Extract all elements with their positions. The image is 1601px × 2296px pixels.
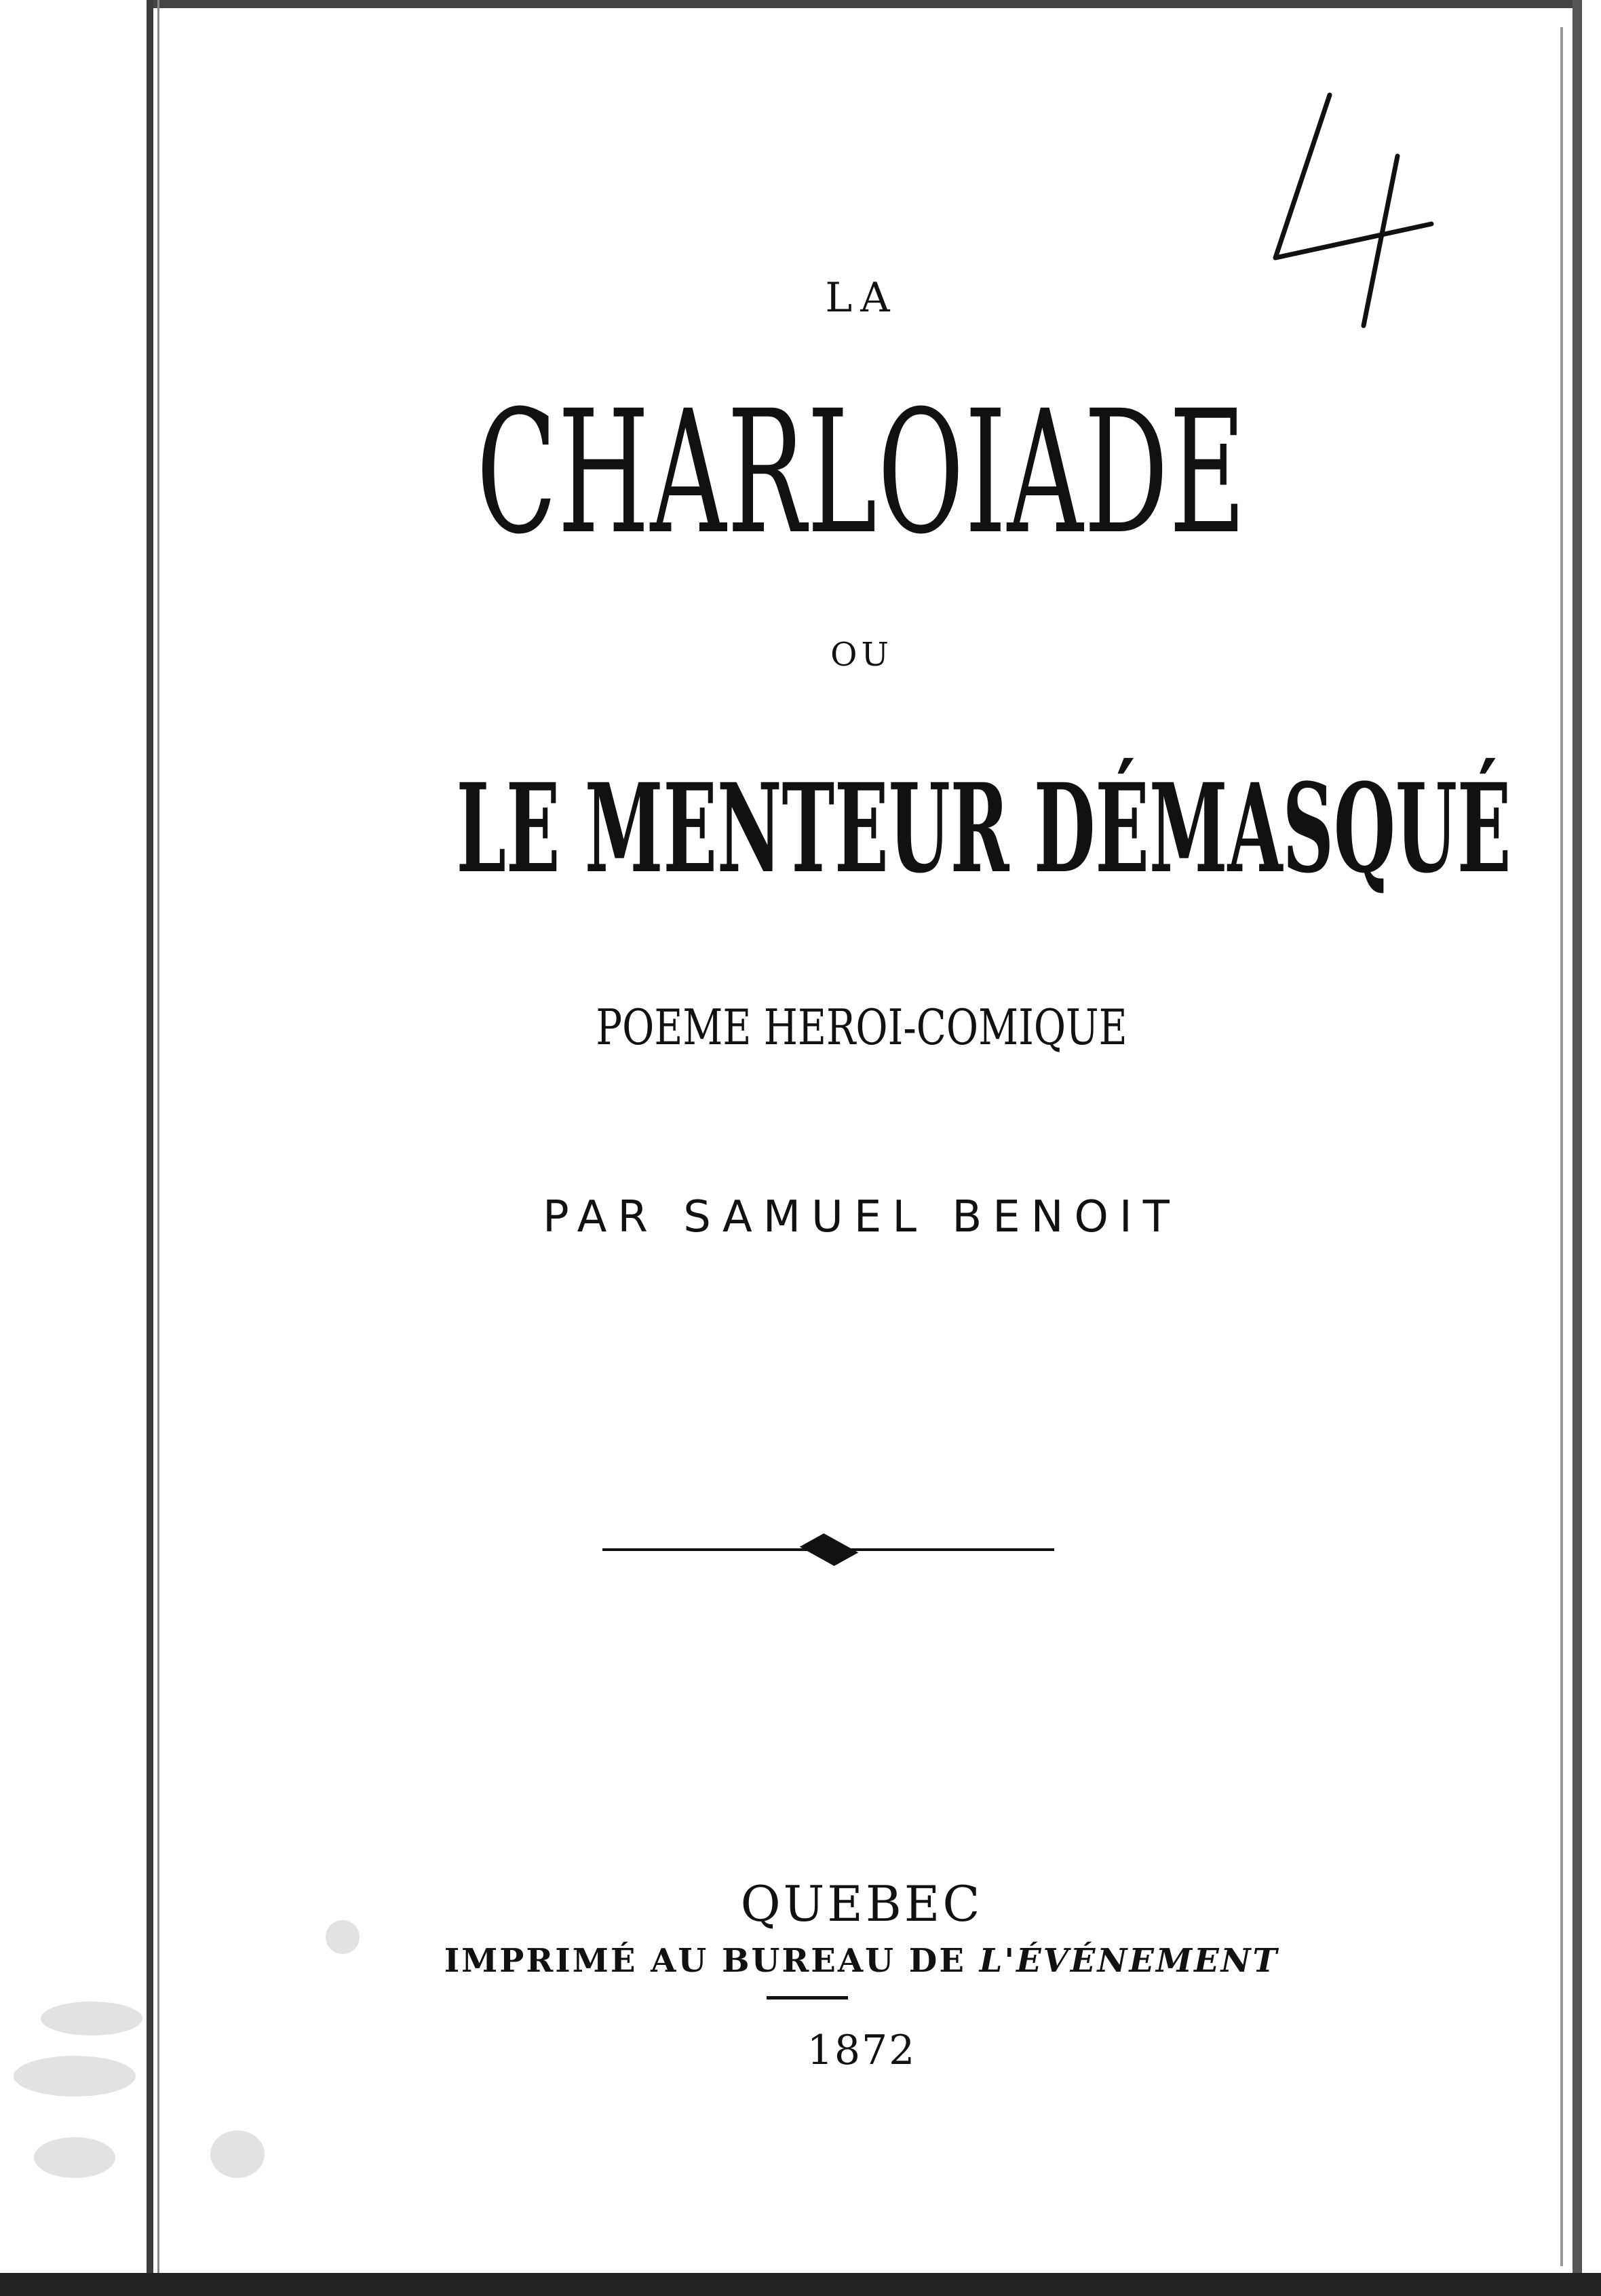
handwritten-number-4: [1262, 81, 1438, 339]
bottom-edge-shadow: [0, 2273, 1601, 2296]
printer-name: L'ÉVÉNEMENT: [979, 1942, 1279, 1980]
right-edge-line: [1560, 27, 1563, 2266]
rule-diamond-ornament: [800, 1533, 859, 1566]
main-title: CHARLOIADE: [476, 374, 1247, 571]
year-text: 1872: [807, 2027, 917, 2074]
right-edge-shadow: [1573, 0, 1582, 2296]
city-text: QUEBEC: [740, 1875, 983, 1932]
smudge: [41, 2002, 142, 2035]
gutter-line: [147, 0, 153, 2296]
top-edge-shadow: [153, 0, 1578, 8]
printer-line: [163, 1942, 1560, 1980]
gutter-line-thin: [157, 0, 159, 2296]
title-page: [163, 8, 1560, 2273]
subtitle: LE MENTEUR DÉMASQUÉ: [456, 757, 1511, 900]
article-text: LA: [825, 274, 898, 322]
author-line: PAR SAMUEL BENOIT: [543, 1192, 1180, 1242]
smudge: [34, 2137, 115, 2178]
genre-text: POEME HEROI-COMIQUE: [596, 999, 1127, 1056]
printer-prefix: IMPRIMÉ AU BUREAU DE: [444, 1942, 980, 1980]
conjunction-text: OU: [830, 636, 893, 674]
short-rule: [767, 1996, 848, 2000]
smudge: [14, 2056, 136, 2097]
